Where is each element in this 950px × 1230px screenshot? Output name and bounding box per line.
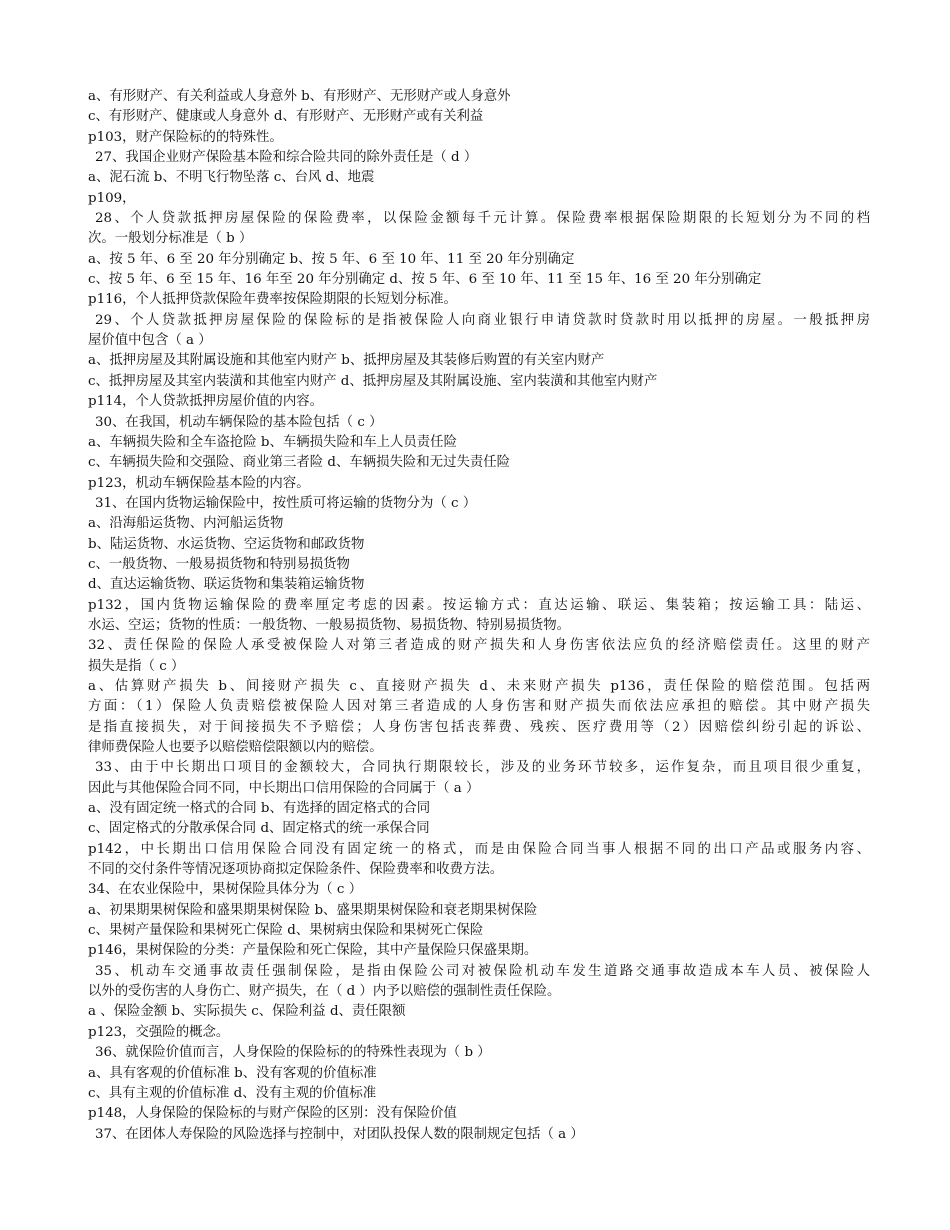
text-line: p116，个人抵押贷款保险年费率按保险期限的长短划分标准。 (88, 292, 457, 308)
text-line: p142，中长期出口信用保险合同没有固定统一的格式，而是由保险合同当事人根据不同的出口产品或服务内容、 (88, 841, 870, 857)
text-line: a、初果期果树保险和盛果期果树保险 b、盛果期果树保险和衰老期果树保险 (88, 902, 538, 918)
text-line: 律师费保险人也要予以赔偿赔偿限额以内的赔偿。 (88, 740, 383, 755)
text-line: 是指直接损失，对于间接损失不予赔偿；人身伤害包括丧葬费、残疾、医疗费用等（2）因赔偿纠纷引起的诉讼、 (88, 719, 870, 735)
text-line: a、泥石流 b、不明飞行物坠落 c、台风 d、地震 (88, 170, 375, 186)
text-line: p148，人身保险的保险标的与财产保险的区别：没有保险价值 (88, 1106, 457, 1122)
text-line: a、按 5 年、6 至 20 年分别确定 b、按 5 年、6 至 10 年、11 至 20 年分别确定 (88, 251, 575, 267)
question-36: 36、就保险价值而言，人身保险的保险标的的特殊性表现为（ b ） (95, 1045, 491, 1061)
text-line: c、固定格式的分散承保合同 d、固定格式的统一承保合同 (88, 821, 430, 837)
text-line: 屋价值中包含（ a ） (88, 333, 212, 349)
text-line: c、有形财产、健康或人身意外 d、有形财产、无形财产或有关利益 (88, 109, 484, 125)
text-line: a、估算财产损失 b、间接财产损失 c、直接财产损失 d、未来财产损失 p136，责任保险的赔偿范围。包括两 (88, 678, 870, 694)
question-37: 37、在团体人寿保险的风险选择与控制中，对团队投保人数的限制规定包括（ a ） (95, 1126, 584, 1142)
text-line: a、没有固定统一格式的合同 b、有选择的固定格式的合同 (88, 801, 431, 817)
text-line: a 、保险金额 b、实际损失 c、保险利益 d、责任限额 (88, 1004, 406, 1020)
question-31: 31、在国内货物运输保险中，按性质可将运输的货物分为（ c ） (95, 495, 477, 511)
text-line: a、具有客观的价值标准 b、没有客观的价值标准 (88, 1065, 377, 1081)
text-line: 水运、空运；货物的性质：一般货物、一般易损货物、易损货物、特别易损货物。 (88, 617, 571, 633)
text-line: c、按 5 年、6 至 15 年、16 年至 20 年分别确定 d、按 5 年、6 至 10 年、11 至 15 年、16 至 20 年分别确定 (88, 272, 762, 288)
text-line: c、具有主观的价值标准 d、没有主观的价值标准 (88, 1085, 377, 1101)
text-line: p109， (88, 190, 136, 206)
text-line: 因此与其他保险合同不同，中长期出口信用保险的合同属于（ a ） (88, 780, 480, 796)
text-line: p103，财产保险标的的特殊性。 (88, 129, 283, 145)
question-27: 27、我国企业财产保险基本险和综合险共同的除外责任是（ d ） (95, 150, 478, 166)
text-line: c、果树产量保险和果树死亡保险 d、果树病虫保险和果树死亡保险 (88, 923, 484, 939)
text-line: c、车辆损失险和交强险、商业第三者险 d、车辆损失险和无过失责任险 (88, 455, 511, 471)
text-line: a、抵押房屋及其附属设施和其他室内财产 b、抵押房屋及其装修后购置的有关室内财产 (88, 353, 605, 369)
text-line: p123，交强险的概念。 (88, 1024, 230, 1040)
text-line: p146，果树保险的分类：产量保险和死亡保险，其中产量保险只保盛果期。 (88, 943, 538, 959)
text-line: p123，机动车辆保险基本险的内容。 (88, 475, 310, 491)
question-30: 30、在我国，机动车辆保险的基本险包括（ c ） (95, 414, 383, 430)
text-line: a、沿海船运货物、内河船运货物 (88, 516, 284, 532)
text-line: c、一般货物、一般易损货物和特别易损货物 (88, 556, 350, 572)
text-line: d、直达运输货物、联运货物和集装箱运输货物 (88, 577, 365, 593)
text-line: 方面：（1）保险人负责赔偿被保险人因对第三者造成的人身伤害和财产损失而依法应承担的赔偿。其中财产损失 (88, 699, 870, 715)
text-line: c、抵押房屋及其室内装潢和其他室内财产 d、抵押房屋及其附属设施、室内装潢和其他室内财产 (88, 373, 658, 389)
text-line: 次。一般划分标准是（ b ） (88, 231, 253, 247)
text-line: 损失是指（ c ） (88, 658, 185, 674)
text-line: a、车辆损失险和全车盗抢险 b、车辆损失险和车上人员责任险 (88, 434, 457, 450)
text-line: p114，个人贷款抵押房屋价值的内容。 (88, 394, 323, 410)
text-line: 不同的交付条件等情况逐项协商拟定保险条件、保险费率和收费方法。 (88, 862, 504, 878)
question-33: 33、由于中长期出口项目的金额较大，合同执行期限较长，涉及的业务环节较多，运作复杂，而且项目很少重复， (95, 760, 870, 776)
question-29: 29、个人贷款抵押房屋保险的保险标的是指被保险人向商业银行申请贷款时贷款时用以抵押的房屋。一般抵押房 (95, 312, 870, 328)
question-28: 28、个人贷款抵押房屋保险的保险费率，以保险金额每千元计算。保险费率根据保险期限的长短划分为不同的档 (95, 211, 870, 227)
text-line: a、有形财产、有关利益或人身意外 b、有形财产、无形财产或人身意外 (88, 89, 511, 104)
question-34: 34、在农业保险中，果树保险具体分为（ c ） (88, 882, 363, 898)
text-line: 以外的受伤害的人身伤亡、财产损失，在（ d ）内予以赔偿的强制性责任保险。 (88, 984, 561, 1000)
question-35: 35、机动车交通事故责任强制保险，是指由保险公司对被保险机动车发生道路交通事故造成本车人员、被保险人 (95, 963, 870, 979)
text-line: p132，国内货物运输保险的费率厘定考虑的因素。按运输方式：直达运输、联运、集装箱；按运输工具：陆运、 (88, 597, 870, 613)
text-line: b、陆运货物、水运货物、空运货物和邮政货物 (88, 536, 365, 552)
question-32: 32、责任保险的保险人承受被保险人对第三者造成的财产损失和人身伤害依法应负的经济赔偿责任。这里的财产 (88, 638, 870, 654)
